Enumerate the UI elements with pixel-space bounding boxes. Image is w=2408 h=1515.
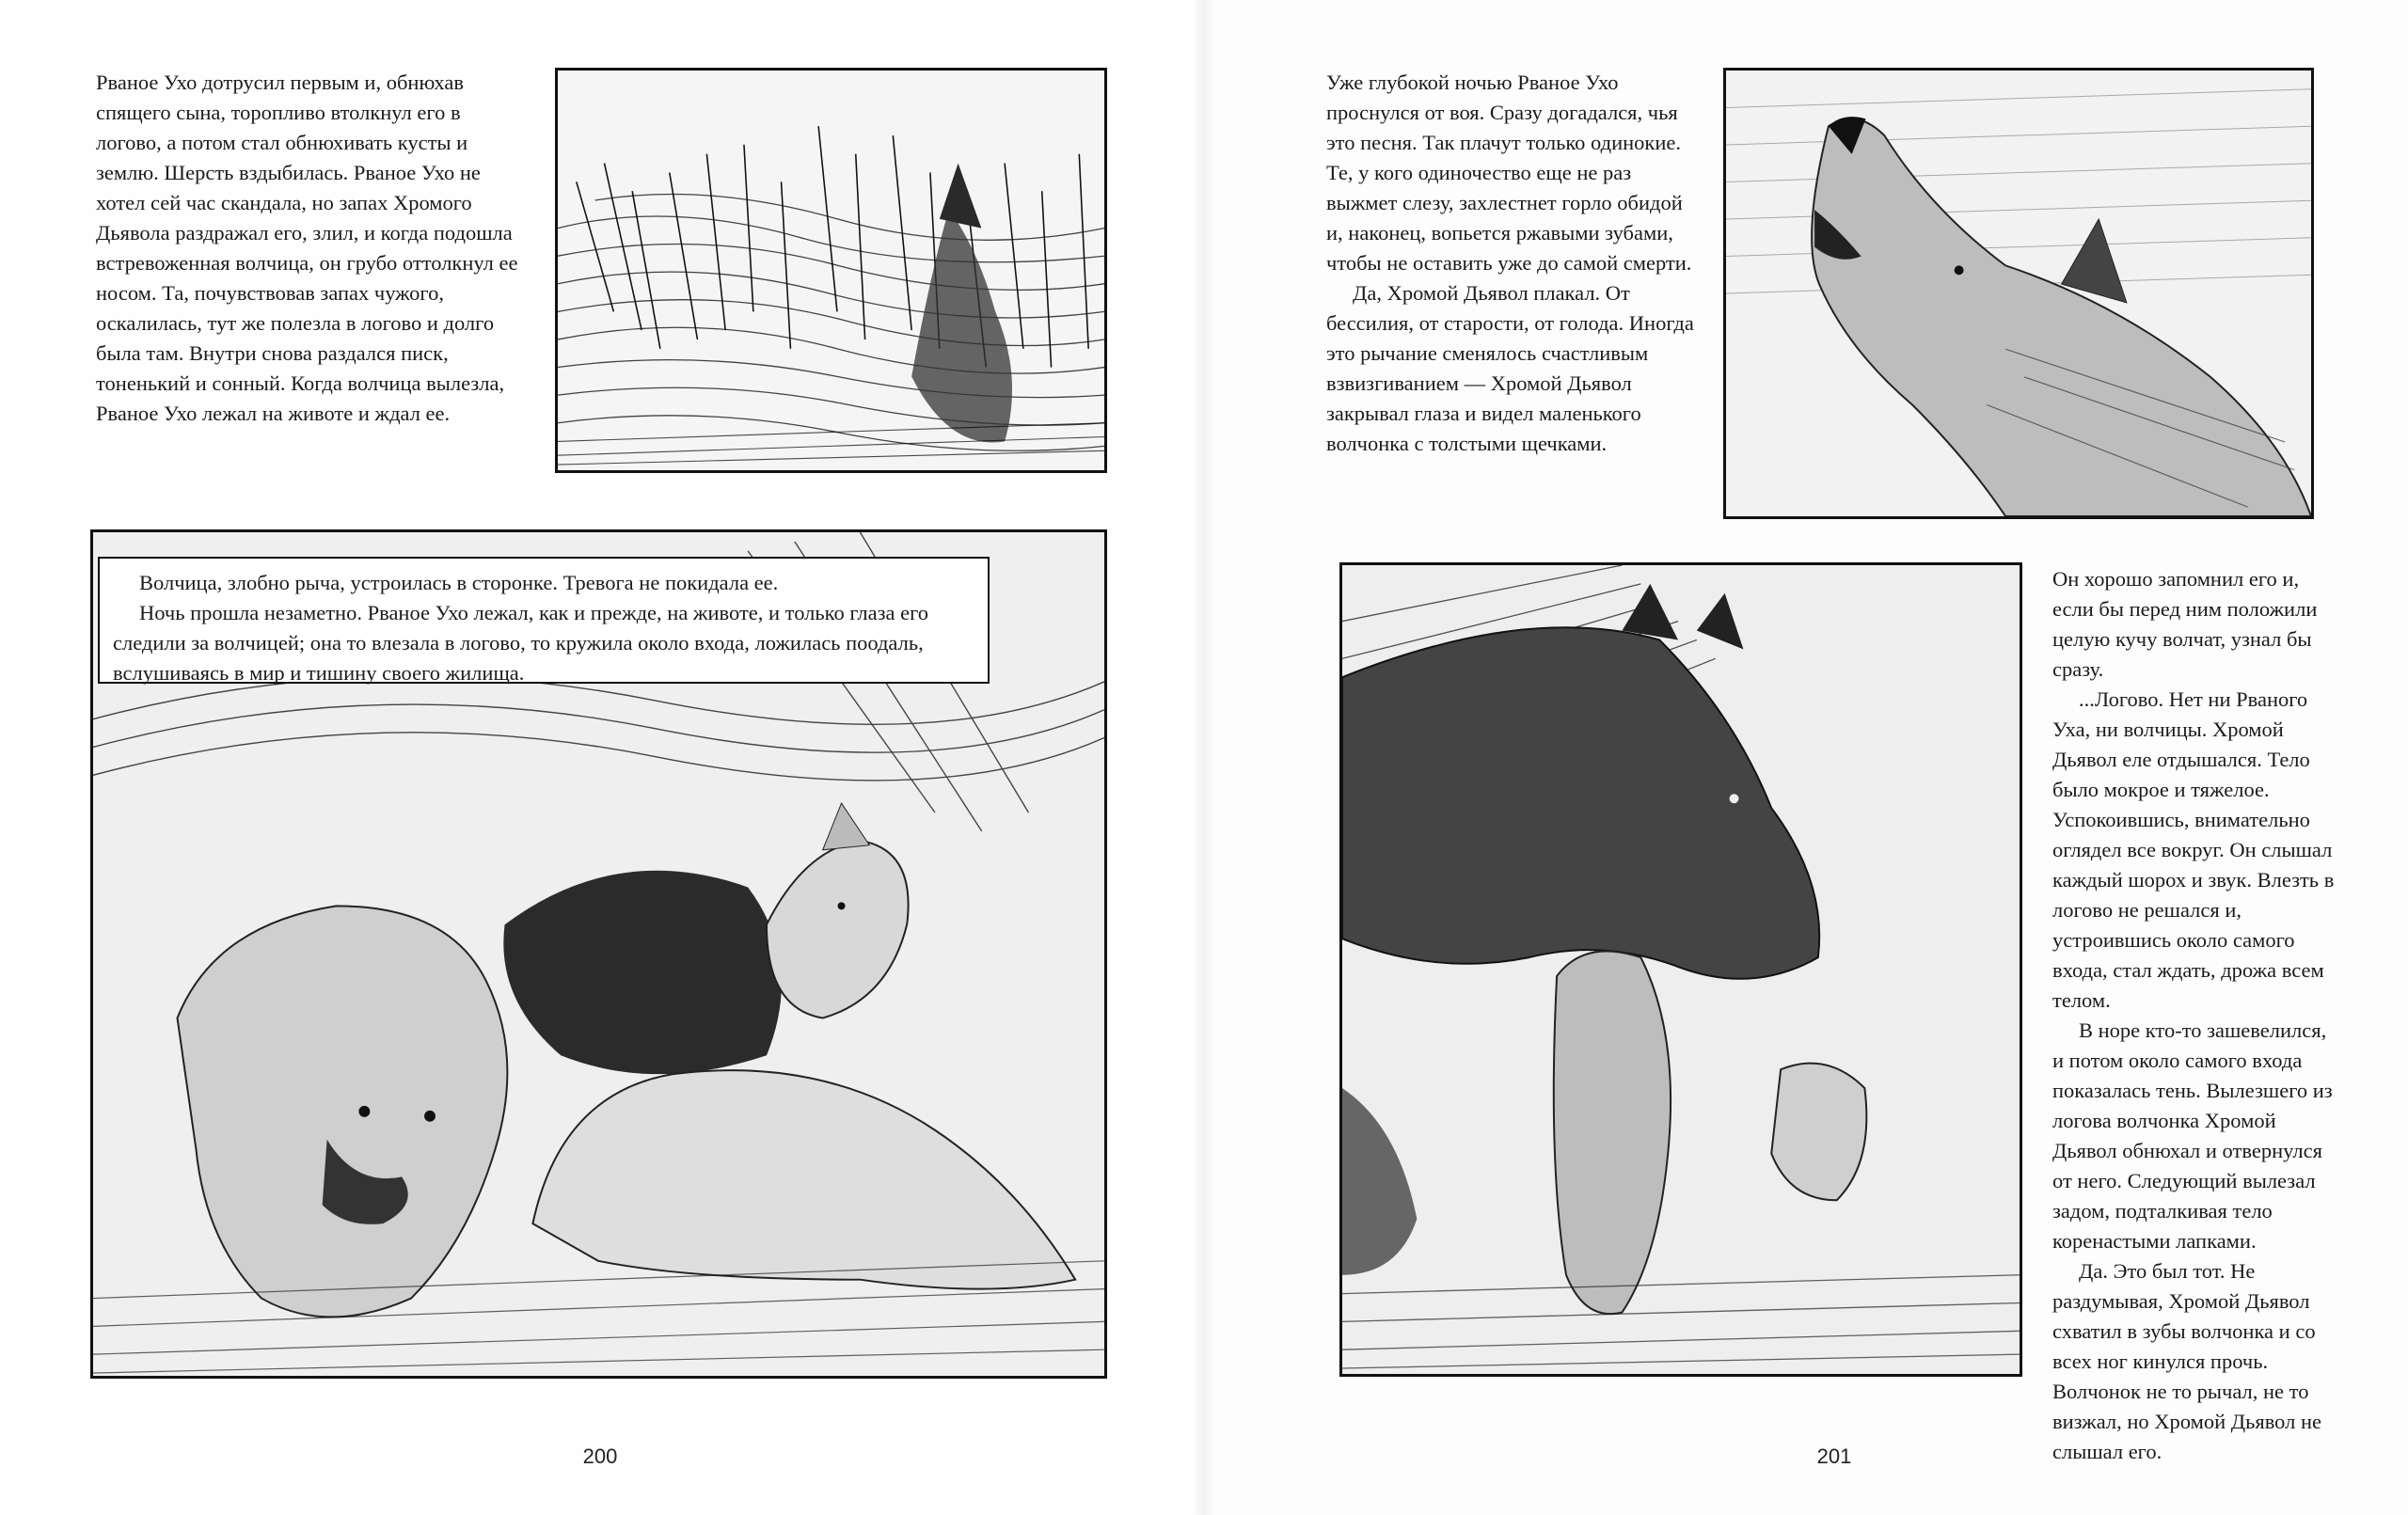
right-page-number: 201 [1816, 1444, 1852, 1468]
caption-paragraph-1: Волчица, злобно рыча, устроилась в сторонке. Тревога не покидала ее. [139, 571, 779, 594]
panel-wolf-carrying-cub [1339, 562, 2022, 1377]
left-top-paragraph: Рваное Ухо дотрусил первым и, обнюхав спящего сына, торопливо втолкнул его в логово, а потом стал обнюхивать кусты и землю. Шерсть вздыбилась. Рваное Ухо не хотел сей час скандала, но запах Хромого Дьявола раздражал его, злил, и когда подошла встревоженная волчица, он грубо оттолкнул ее носом. Та, почувствовав запах чужого, оскалилась, тут же полезла в логово и долго была там. Внутри снова раздался писк, тоненький и сонный. Когда волчица вылезла, Рваное Ухо лежал на животе и ждал ее. [96, 71, 518, 425]
panel-wolf-in-grass [555, 68, 1107, 473]
right-top-text [1326, 68, 1698, 459]
right-side-text [2052, 564, 2335, 1467]
right-side-paragraph-3: В норе кто-то зашевелился, и потом около самого входа показалась тень. Вылезшего из логова волчонка Хромой Дьявол обнюхал и отвернулся от него. Следующий вылезал задом, подталкивая тело коренастыми лапками. [2052, 1018, 2333, 1253]
den-caption-box [98, 557, 990, 684]
left-top-text [96, 68, 524, 429]
grass-illustration [558, 71, 1104, 470]
right-side-paragraph-1: Он хорошо запомнил его и, если бы перед ним положили целую кучу волчат, узнал бы сразу. [2052, 567, 2318, 681]
right-top-paragraph-1: Уже глубокой ночью Рваное Ухо проснулся от воя. Сразу догадался, чья это песня. Так плачут только одинокие. Те, у кого одиночество еще не раз выжмет слезу, захлестнет горло обидой и, наконец, вопьется ржавыми зубами, чтобы не оставить уже до самой смерти. [1326, 71, 1692, 275]
book-gutter [1193, 0, 1215, 1515]
right-top-paragraph-2: Да, Хромой Дьявол плакал. От бессилия, от старости, от голода. Иногда это рычание сменялось счастливым взвизгиванием — Хромой Дьявол закрывал глаза и видел маленького волчонка с толстыми щечками. [1326, 281, 1694, 455]
panel-howling-wolf [1723, 68, 2314, 519]
caption-paragraph-2: Ночь прошла незаметно. Рваное Ухо лежал, как и прежде, на животе, и только глаза его следили за волчицей; она то влезала в логово, то кружила около входа, ложилась поодаль, вслушиваясь в мир и тишину своего жилища. [113, 601, 929, 685]
wolf-carrying-cub-illustration [1342, 565, 2020, 1374]
left-page-number: 200 [582, 1444, 618, 1468]
right-side-paragraph-2: ...Логово. Нет ни Рваного Уха, ни волчицы. Хромой Дьявол еле отдышался. Тело было мокрое и тяжелое. Успокоившись, внимательно оглядел все вокруг. Он слышал каждый шорох и звук. Влезть в логово не решался и, устроившись около самого входа, стал ждать, дрожа всем телом. [2052, 687, 2335, 1012]
right-side-paragraph-4: Да. Это был тот. Не раздумывая, Хромой Дьявол схватил в зубы волчонка и со всех ног кинулся прочь. Волчонок не то рычал, не то визжал, но Хромой Дьявол не слышал его. [2052, 1259, 2322, 1463]
howling-wolf-illustration [1726, 71, 2311, 516]
